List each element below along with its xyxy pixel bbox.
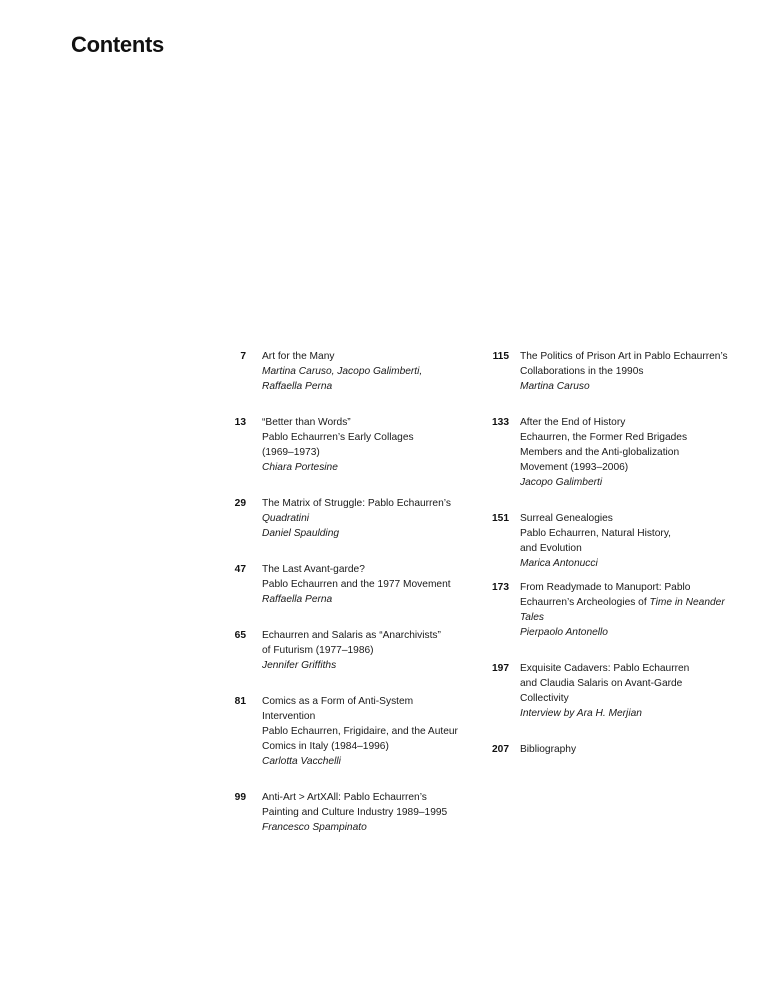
toc-author-line: Quadratini (262, 513, 310, 524)
toc-author-line: Carlotta Vacchelli (262, 756, 341, 767)
toc-title-line: The Last Avant-garde? (262, 564, 365, 575)
toc-title-line: Comics in Italy (1984–1996) (262, 741, 389, 752)
toc-title-line: After the End of History (520, 417, 626, 428)
toc-author-line: Interview by Ara H. Merjian (520, 708, 642, 719)
toc-entry (485, 742, 735, 757)
toc-entry (485, 415, 735, 490)
toc-title-line: “Better than Words” (262, 417, 351, 428)
toc-title-line: From Readymade to Manuport: Pablo (520, 582, 691, 593)
toc-author-line: Francesco Spampinato (262, 822, 367, 833)
toc-author-line: Martina Caruso (520, 381, 590, 392)
toc-author-line: Raffaella Perna (262, 381, 333, 392)
toc-author-line: Tales (520, 612, 544, 623)
toc-title-line: Anti-Art > ArtXAll: Pablo Echaurren’s (262, 792, 427, 803)
toc-title-line: Pablo Echaurren, Frigidaire, and the Auteur (262, 726, 458, 737)
toc-title-line: Movement (1993–2006) (520, 462, 629, 473)
toc-title-line: Painting and Culture Industry 1989–1995 (262, 807, 448, 818)
toc-title-italic: Time in Neander (649, 597, 725, 608)
toc-title-line: Art for the Many (262, 351, 335, 362)
toc-title-line: and Evolution (520, 543, 582, 554)
toc-title-line (520, 595, 735, 610)
toc-entry (485, 580, 735, 640)
toc-title-line: Collectivity (520, 693, 569, 704)
toc-title-line: Echaurren, the Former Red Brigades (520, 432, 688, 443)
toc-page-number: 173 (492, 582, 509, 593)
toc-page-number: 65 (234, 630, 246, 641)
toc-page-number: 151 (492, 513, 509, 524)
toc-page-number: 81 (234, 696, 246, 707)
toc-page-number: 133 (492, 417, 509, 428)
toc-title-line: Pablo Echaurren, Natural History, (520, 528, 671, 539)
toc-title-line: Intervention (262, 711, 316, 722)
toc-entry (228, 628, 468, 673)
toc-page-number: 99 (234, 792, 246, 803)
toc-author-line: Daniel Spaulding (262, 528, 340, 539)
toc-column-right (485, 349, 735, 757)
toc-entry (228, 562, 468, 607)
toc-title-line: The Politics of Prison Art in Pablo Echaurren’s (520, 351, 728, 362)
toc-column-left (228, 349, 468, 835)
toc-entry (228, 694, 468, 769)
toc-entry (485, 349, 735, 394)
toc-page-number: 207 (492, 744, 509, 755)
toc-author-line: Marica Antonucci (520, 558, 598, 569)
toc-entry (228, 349, 468, 394)
toc-entry (228, 496, 468, 541)
toc-title-line: Comics as a Form of Anti-System (262, 696, 414, 707)
toc-page-number: 47 (234, 564, 246, 575)
toc-title-line: Pablo Echaurren’s Early Collages (262, 432, 414, 443)
toc-title-line: Pablo Echaurren and the 1977 Movement (262, 579, 451, 590)
toc-author-line: Martina Caruso, Jacopo Galimberti, (262, 366, 423, 377)
toc-author-line: Pierpaolo Antonello (520, 627, 608, 638)
toc-page-number: 29 (234, 498, 246, 509)
toc-title-line: of Futurism (1977–1986) (262, 645, 374, 656)
toc-title-line: (1969–1973) (262, 447, 320, 458)
toc-title-line: Exquisite Cadavers: Pablo Echaurren (520, 663, 690, 674)
toc-entry (228, 415, 468, 475)
toc-title-line: and Claudia Salaris on Avant-Garde (520, 678, 683, 689)
toc-author-line: Raffaella Perna (262, 594, 333, 605)
toc-title-line: The Matrix of Struggle: Pablo Echaurren’s (262, 498, 451, 509)
toc-entry (228, 790, 468, 835)
toc-page-number: 7 (240, 351, 246, 362)
toc-author-line: Jennifer Griffiths (262, 660, 337, 671)
toc-title-line: Collaborations in the 1990s (520, 366, 644, 377)
toc-author-line: Chiara Portesine (262, 462, 338, 473)
toc-page-number: 13 (234, 417, 246, 428)
toc-entry (485, 511, 735, 571)
toc-page-number: 197 (492, 663, 509, 674)
toc-title-line: Surreal Genealogies (520, 513, 613, 524)
page-title: Contents (71, 32, 164, 57)
toc-title-text: Echaurren’s Archeologies of (520, 597, 650, 608)
toc-page-number: 115 (492, 351, 509, 362)
toc-title-line: Bibliography (520, 744, 577, 755)
toc-entry (485, 661, 735, 721)
toc-title-line: Members and the Anti-globalization (520, 447, 680, 458)
toc-title-line: Echaurren and Salaris as “Anarchivists” (262, 630, 441, 641)
toc-author-line: Jacopo Galimberti (520, 477, 603, 488)
